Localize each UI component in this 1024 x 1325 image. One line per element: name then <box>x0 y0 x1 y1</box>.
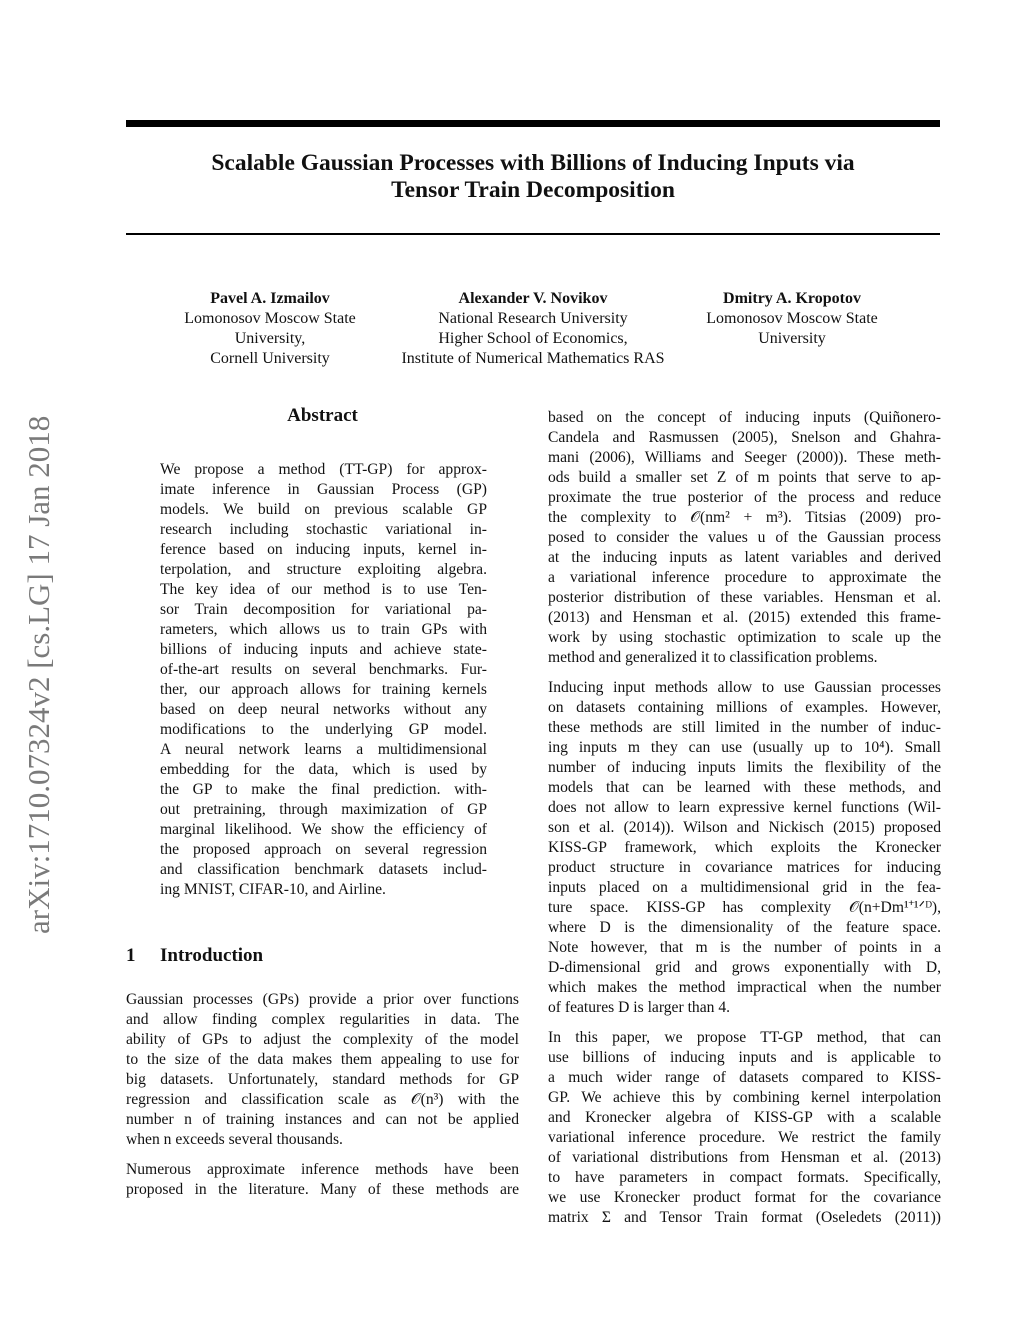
text-line: ing MNIST, CIFAR-10, and Airline. <box>160 881 386 898</box>
text-line: where D is the dimensionality of the feature space. <box>548 919 941 936</box>
author-block <box>170 289 370 369</box>
text-line: matrix Σ and Tensor Train format (Oseledets (2011)) <box>548 1209 941 1226</box>
text-line: billions of inducing inputs and achieve state- <box>160 641 487 658</box>
paragraph <box>548 678 941 1018</box>
text-line: mani (2006), Williams and Seeger (2000)). These meth- <box>548 449 941 466</box>
text-line: ther, our approach allows for training kernels <box>160 681 487 698</box>
author-affiliation: University <box>758 330 826 347</box>
text-line: the proposed approach on several regression <box>160 841 487 858</box>
text-line: the GP to make the final prediction. with- <box>160 781 487 798</box>
text-line: these methods are still limited in the number of induc- <box>548 719 941 736</box>
author-name: Pavel A. Izmailov <box>210 290 330 307</box>
author-affiliation: Lomonosov Moscow State <box>184 310 356 327</box>
text-line: out pretraining, through maximization of GP <box>160 801 487 818</box>
section-heading <box>126 945 263 967</box>
text-line: which makes the method impractical when the number <box>548 979 941 996</box>
text-line: KISS-GP framework, which exploits the Kronecker <box>548 839 941 856</box>
text-line: Note however, that m is the number of points in a <box>548 939 941 956</box>
text-line: terpolation, and structure exploiting algebra. <box>160 561 487 578</box>
text-line: regression and classification scale as 𝒪(n³) with the <box>126 1091 519 1108</box>
text-line: when n exceeds several thousands. <box>126 1131 343 1148</box>
paragraph <box>548 1028 941 1228</box>
text-line: number n of training instances and can not be applied <box>126 1111 519 1128</box>
text-line: ture space. KISS-GP has complexity 𝒪(n+Dm¹⁺¹ᐟᴰ), <box>548 899 941 916</box>
text-line: method and generalized it to classification problems. <box>548 649 878 666</box>
author-name: Alexander V. Novikov <box>458 290 608 307</box>
author-affiliation: University, <box>234 330 306 347</box>
text-line: models. We build on previous scalable GP <box>160 501 487 518</box>
text-line: In this paper, we propose TT-GP method, that can <box>548 1029 941 1046</box>
text-line: at the inducing inputs as latent variables and derived <box>548 549 941 566</box>
text-line: product structure in covariance matrices for inducing <box>548 859 941 876</box>
text-line: number of inducing inputs limits the flexibility of the <box>548 759 941 776</box>
author-affiliation: Cornell University <box>210 350 330 367</box>
text-line: does not allow to learn expressive kernel functions (Wil- <box>548 799 941 816</box>
text-line: Candela and Rasmussen (2005), Snelson and Ghahra- <box>548 429 941 446</box>
text-line: sor Train decomposition for variational pa- <box>160 601 487 618</box>
paragraph <box>126 1160 519 1200</box>
text-line: Gaussian processes (GPs) provide a prior over functions <box>126 991 519 1008</box>
text-line: big datasets. Unfortunately, standard methods for GP <box>126 1071 519 1088</box>
text-line: research including stochastic variational in- <box>160 521 487 538</box>
abstract-heading: Abstract <box>287 405 358 426</box>
text-line: A neural network learns a multidimensional <box>160 741 487 758</box>
text-line: use billions of inducing inputs and is applicable to <box>548 1049 941 1066</box>
text-line: on datasets containing millions of examples. However, <box>548 699 941 716</box>
text-line: posterior distribution of these variables. Hensman et al. <box>548 589 941 606</box>
text-line: and classification benchmark datasets includ- <box>160 861 487 878</box>
text-line: we use Kronecker product format for the covariance <box>548 1189 941 1206</box>
text-line: to the size of the data makes them appealing to use for <box>126 1051 519 1068</box>
text-line: imate inference in Gaussian Process (GP) <box>160 481 487 498</box>
text-line: of variational distributions from Hensman et al. (2013) <box>548 1149 941 1166</box>
text-line: based on the concept of inducing inputs (Quiñonero- <box>548 409 941 426</box>
paper-title-line: Scalable Gaussian Processes with Billions of Inducing Inputs via <box>211 150 855 176</box>
author-block <box>690 289 894 349</box>
text-line: a much wider range of datasets compared to KISS- <box>548 1069 941 1086</box>
text-line: based on deep neural networks without any <box>160 701 487 718</box>
text-line: rameters, which allows us to train GPs with <box>160 621 487 638</box>
text-line: embedding for the data, which is used by <box>160 761 487 778</box>
text-line: The key idea of our method is to use Ten- <box>160 581 487 598</box>
text-line: work by using stochastic optimization to scale up the <box>548 629 941 646</box>
author-affiliation: National Research University <box>438 310 628 327</box>
text-line: modifications to the underlying GP model. <box>160 721 487 738</box>
author-affiliation: Higher School of Economics, <box>438 330 628 347</box>
text-line: GP. We achieve this by combining kernel interpolation <box>548 1089 941 1106</box>
paragraph <box>126 990 519 1150</box>
text-line: posed to consider the values u of the Gaussian process <box>548 529 941 546</box>
arxiv-identifier: arXiv:1710.07324v2 [cs.LG] 17 Jan 2018 <box>21 415 56 934</box>
text-line: of features D is larger than 4. <box>548 999 731 1016</box>
text-line: the complexity to 𝒪(nm² + m³). Titsias (2009) pro- <box>548 509 941 526</box>
section-number: 1 <box>126 945 136 966</box>
text-line: D-dimensional grid and grows exponentially with D, <box>548 959 941 976</box>
text-line: inputs placed on a multidimensional grid in the fea- <box>548 879 941 896</box>
text-line: proximate the true posterior of the process and reduce <box>548 489 941 506</box>
author-affiliation: Lomonosov Moscow State <box>706 310 878 327</box>
text-line: ing inputs m they can use (usually up to 10⁴). Small <box>548 739 941 756</box>
abstract-body <box>160 460 487 900</box>
text-line: son et al. (2014)). Wilson and Nickisch (2015) proposed <box>548 819 941 836</box>
text-line: Inducing input methods allow to use Gaussian processes <box>548 679 941 696</box>
text-line: ference based on inducing inputs, kernel in- <box>160 541 487 558</box>
text-line: variational inference procedure. We restrict the family <box>548 1129 941 1146</box>
text-line: and Kronecker algebra of KISS-GP with a scalable <box>548 1109 941 1126</box>
paper-title-line: Tensor Train Decomposition <box>391 177 675 203</box>
author-name: Dmitry A. Kropotov <box>723 290 861 307</box>
title-bottom-rule <box>126 233 940 235</box>
text-line: models that can be learned with these methods, and <box>548 779 941 796</box>
left-column <box>126 990 519 1200</box>
right-column <box>548 408 941 1228</box>
author-affiliation: Institute of Numerical Mathematics RAS <box>401 350 665 367</box>
section-title: Introduction <box>160 945 264 966</box>
text-line: Numerous approximate inference methods have been <box>126 1161 519 1178</box>
text-line: of-the-art results on several benchmarks. Fur- <box>160 661 487 678</box>
paper-title <box>126 150 940 204</box>
author-block <box>380 289 686 369</box>
text-line: to have parameters in compact formats. Specifically, <box>548 1169 941 1186</box>
text-line: a variational inference procedure to approximate the <box>548 569 941 586</box>
text-line: marginal likelihood. We show the efficiency of <box>160 821 487 838</box>
text-line: proposed in the literature. Many of these methods are <box>126 1181 519 1198</box>
paragraph <box>548 408 941 668</box>
title-top-rule <box>126 120 940 127</box>
text-line: We propose a method (TT-GP) for approx- <box>160 461 487 478</box>
text-line: ods build a smaller set Z of m points that serve to ap- <box>548 469 941 486</box>
text-line: (2013) and Hensman et al. (2015) extended this frame- <box>548 609 941 626</box>
text-line: ability of GPs to adjust the complexity of the model <box>126 1031 519 1048</box>
text-line: and allow finding complex regularities in data. The <box>126 1011 519 1028</box>
